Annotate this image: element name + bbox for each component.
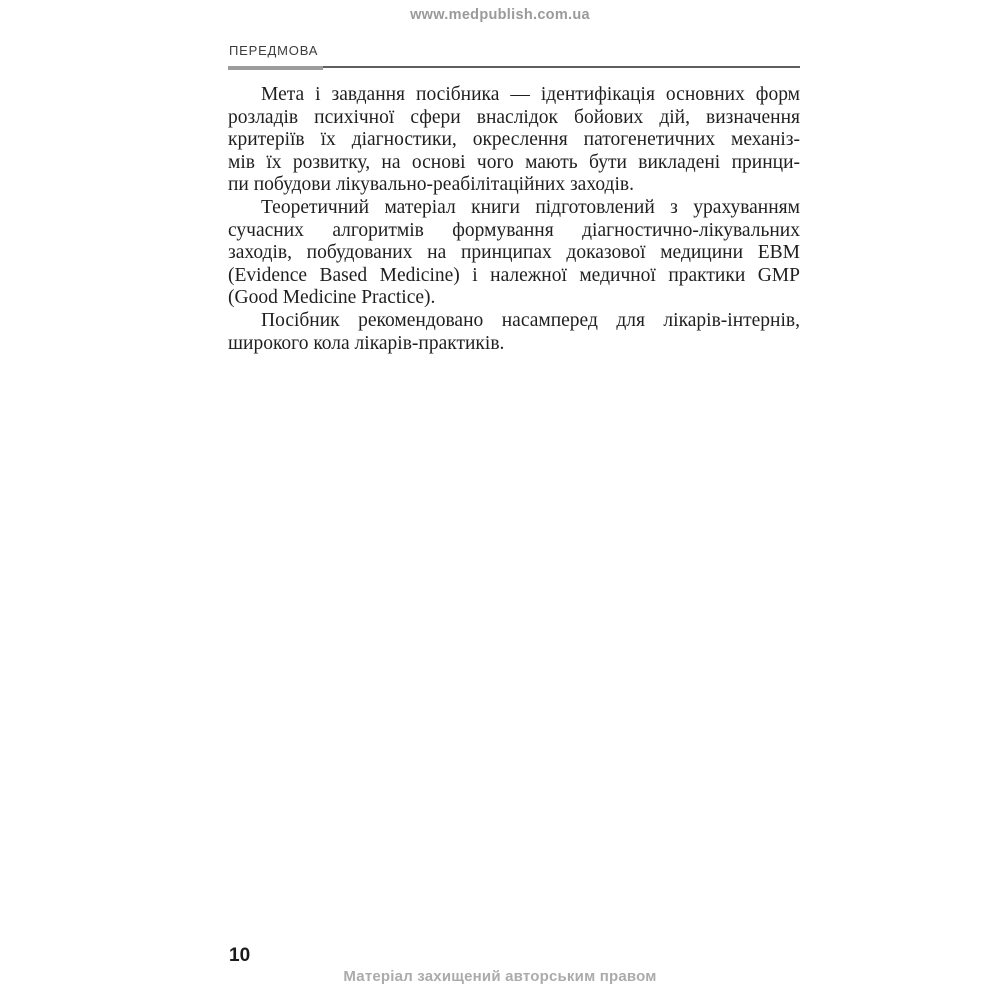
page-number: 10 bbox=[229, 945, 251, 966]
copyright-notice: Матеріал захищений авторським правом bbox=[343, 968, 657, 985]
text-line: критеріїв їх діагностики, окреслення патогенетичних механіз- bbox=[228, 129, 800, 151]
page-body bbox=[228, 84, 800, 355]
header-rule-accent bbox=[228, 66, 323, 70]
text-line: мів їх розвитку, на основі чого мають бути викладені принци- bbox=[228, 151, 800, 173]
text-line: Мета і завдання посібника — ідентифікація основних форм bbox=[261, 84, 800, 105]
text-line: пи побудови лікувально-реабілітаційних заходів. bbox=[228, 174, 634, 196]
text-line: розладів психічної сфери внаслідок бойових дій, визначення bbox=[228, 106, 800, 128]
running-head-title: ПЕРЕДМОВА bbox=[229, 43, 319, 58]
paragraph-3 bbox=[228, 310, 800, 355]
text-line: широкого кола лікарів-практиків. bbox=[228, 332, 505, 354]
paragraph-2 bbox=[228, 197, 800, 310]
text-line: Посібник рекомендовано насамперед для лікарів-інтернів, bbox=[261, 309, 800, 331]
publisher-url: www.medpublish.com.ua bbox=[410, 7, 590, 23]
text-line: Теоретичний матеріал книги підготовлений з урахуванням bbox=[261, 196, 800, 218]
text-line: сучасних алгоритмів формування діагностично-лікувальних bbox=[228, 219, 800, 241]
text-line: заходів, побудованих на принципах доказової медицини EBM bbox=[228, 242, 800, 264]
paragraph-1 bbox=[228, 84, 800, 197]
header-rule bbox=[228, 66, 800, 68]
text-line: (Evidence Based Medicine) і належної медичної практики GMP bbox=[228, 264, 800, 286]
text-line: (Good Medicine Practice). bbox=[228, 287, 436, 309]
